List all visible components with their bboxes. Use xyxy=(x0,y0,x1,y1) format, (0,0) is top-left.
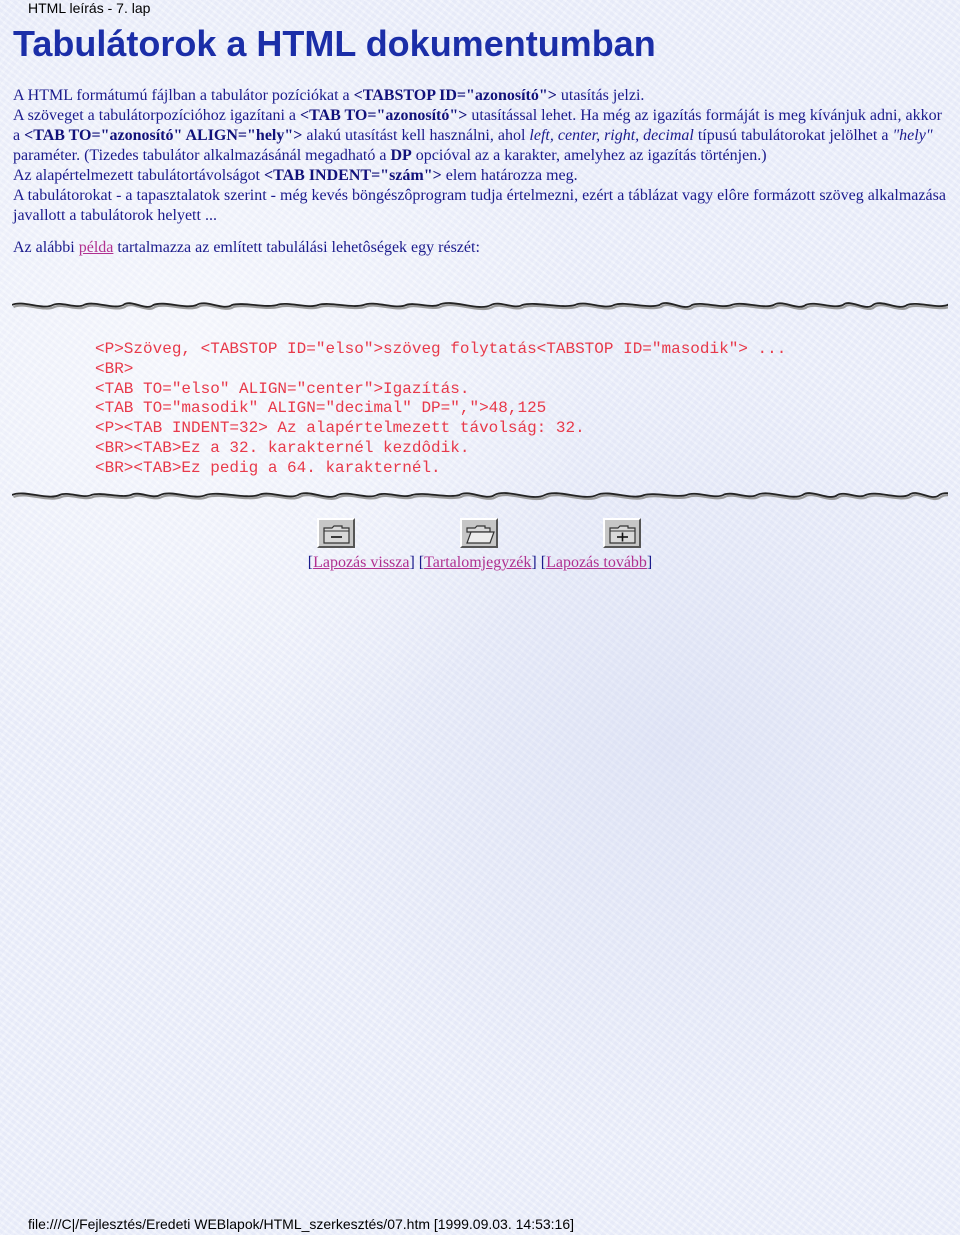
italic-text: left, center, right, decimal xyxy=(529,127,694,144)
bracket: ] xyxy=(646,554,653,571)
code-line: <TAB TO="masodik" ALIGN="decimal" DP=",">48,125 xyxy=(95,399,547,418)
bracket: [ xyxy=(307,554,314,571)
code-line: <BR> xyxy=(95,359,134,378)
navigation-icons xyxy=(0,518,960,552)
code-line: <P><TAB INDENT=32> Az alapértelmezett távolság: 32. xyxy=(95,419,585,438)
folder-minus-icon[interactable] xyxy=(317,518,355,548)
italic-text: "hely" xyxy=(892,127,933,144)
text: A HTML formátumú fájlban a tabulátor pozíciókat a xyxy=(13,87,354,104)
wavy-divider-top xyxy=(12,295,948,315)
code-snippet: <TAB INDENT="szám"> xyxy=(264,167,442,184)
text: utasítással lehet. Ha még az igazítás formáját is meg kívánjuk adni, akkor a xyxy=(13,107,942,144)
nav-contents-link[interactable]: Tartalomjegyzék xyxy=(424,554,532,571)
intro-paragraph-4: A tabulátorokat - a tapasztalatok szerint - még kevés böngészôprogram tudja értelmezni, ezért a táblázat vagy elôre formázott szöveg alkalmazása javallott a tabulátorok helyett ... xyxy=(13,187,946,224)
bracket: ] [ xyxy=(531,554,547,571)
intro-paragraph-1 xyxy=(13,86,948,106)
example-link[interactable]: példa xyxy=(78,239,114,256)
code-snippet: DP xyxy=(390,147,412,164)
text: elem határozza meg. xyxy=(441,167,578,184)
folder-plus-icon[interactable] xyxy=(603,518,641,548)
code-line: <P>Szöveg, <TABSTOP ID="elso">szöveg folytatás<TABSTOP ID="masodik"> ... xyxy=(95,340,787,358)
intro-paragraph-5 xyxy=(13,238,948,258)
bracket: ] [ xyxy=(409,554,425,571)
page-title: Tabulátorok a HTML dokumentumban xyxy=(13,23,656,64)
intro-paragraph-3 xyxy=(13,166,948,186)
code-line: <TAB TO="elso" ALIGN="center">Igazítás. xyxy=(95,379,470,398)
text: utasítás jelzi. xyxy=(556,87,645,104)
wavy-divider-bottom xyxy=(12,485,948,505)
text: Az alábbi xyxy=(13,239,79,256)
text: paraméter. (Tizedes tabulátor alkalmazásánál megadható a xyxy=(13,147,391,164)
code-example xyxy=(95,340,786,479)
code-line: <BR><TAB>Ez pedig a 64. karakternél. xyxy=(95,458,441,477)
code-line: <BR><TAB>Ez a 32. karakternél kezdôdik. xyxy=(95,438,470,457)
folder-open-icon[interactable] xyxy=(460,518,498,548)
nav-back-link[interactable]: Lapozás vissza xyxy=(313,554,410,571)
text: A szöveget a tabulátorpozícióhoz igazítani a xyxy=(13,107,300,124)
code-snippet: <TABSTOP ID="azonosító"> xyxy=(353,87,557,104)
text: típusú tabulátorokat jelölhet a xyxy=(693,127,893,144)
text: Az alapértelmezett tabulátortávolságot xyxy=(13,167,264,184)
code-snippet: <TAB TO="azonosító" ALIGN="hely"> xyxy=(24,127,303,144)
text: opcióval az a karakter, amelyhez az igazítás történjen.) xyxy=(411,147,767,164)
intro-text xyxy=(13,86,948,258)
intro-paragraph-2 xyxy=(13,106,948,166)
window-title: HTML leírás - 7. lap xyxy=(28,0,151,16)
navigation-links xyxy=(0,553,960,573)
footer-file-path: file:///C|/Fejlesztés/Eredeti WEBlapok/HTML_szerkesztés/07.htm [1999.09.03. 14:53:16] xyxy=(28,1216,575,1232)
text: tartalmazza az említett tabulálási lehetôségek egy részét: xyxy=(113,239,480,256)
code-snippet: <TAB TO="azonosító"> xyxy=(300,107,468,124)
text: alakú utasítást kell használni, ahol xyxy=(302,127,530,144)
nav-forward-link[interactable]: Lapozás tovább xyxy=(546,554,647,571)
